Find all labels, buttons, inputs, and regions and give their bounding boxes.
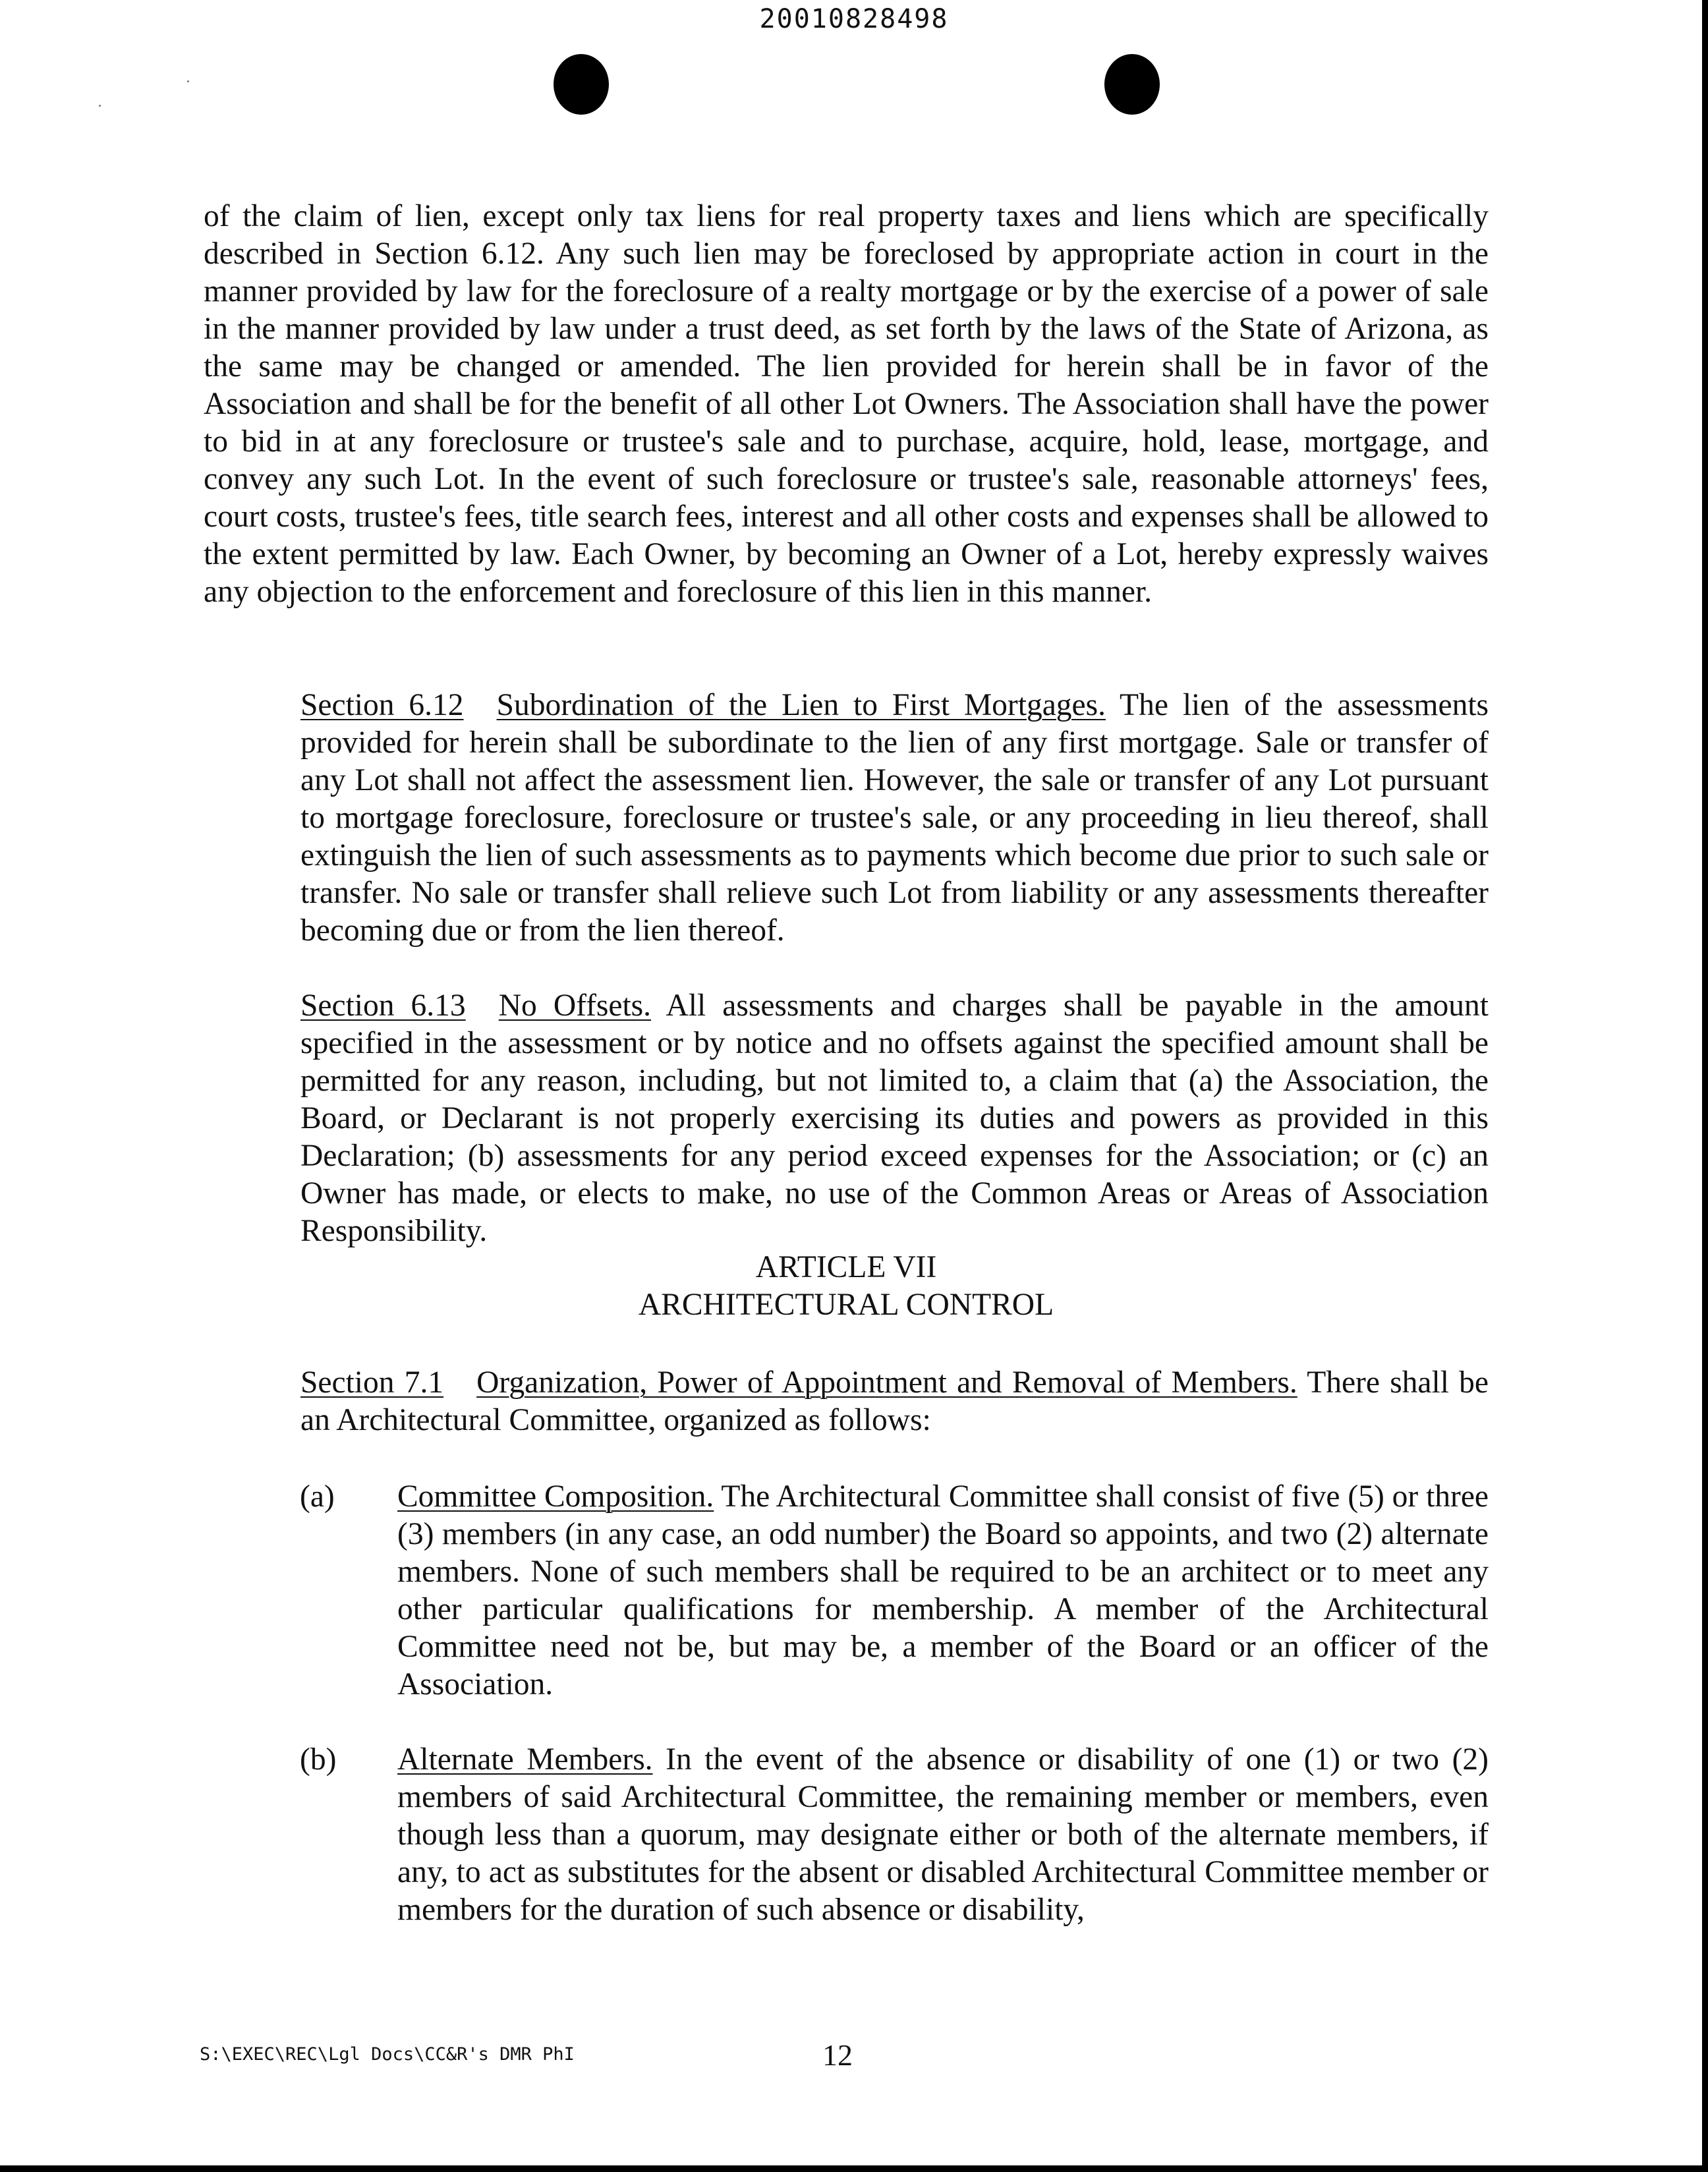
footer-file-path: S:\EXEC\REC\Lgl Docs\CC&R's DMR PhI (200, 2044, 575, 2065)
section-body: The lien of the assessments provided for herein shall be subordinate to the lien of any first mortgage. Sale or transfer of any Lot shall not affect the assessment lien. However, the sale or transfer of any Lot pursuant to mortgage foreclosure, foreclosure or trustee's sale, or any proceeding in lieu thereof, shall extinguish the lien of such assessments as to payments which become due prior to such sale or transfer. No sale or transfer shall relieve such Lot from liability or any assessments thereafter becoming due or from the lien thereof. (300, 688, 1489, 948)
lien-paragraph: of the claim of lien, except only tax liens for real property taxes and liens which are specifically described in Section 6.12. Any such lien may be foreclosed by appropriate action in court in the manner provided by law for the foreclosure of a realty mortgage or by the exercise of a power of sale in the manner provided by law under a trust deed, as set forth by the laws of the State of Arizona, as the same may be changed or amended. The lien provided for herein shall be in favor of the Association and shall be for the benefit of all other Lot Owners. The Association shall have the power to bid in at any foreclosure or trustee's sale and to purchase, acquire, hold, lease, mortgage, and convey any such Lot. In the event of such foreclosure or trustee's sale, reasonable attorneys' fees, court costs, trustee's fees, title search fees, interest and all other costs and expenses shall be allowed to the extent permitted by law. Each Owner, by becoming an Owner of a Lot, hereby expressly waives any objection to the enforcement and foreclosure of this lien in this manner. (204, 199, 1489, 609)
item-heading: Alternate Members. (397, 1742, 653, 1777)
section-number: Section 6.13 (300, 988, 466, 1023)
section-body: All assessments and charges shall be payable in the amount specified in the assessment or by notice and no offsets against the specified amount shall be permitted for any reason, including, but not limited to, a claim that (a) the Association, the Board, or Declarant is not properly exercising its duties and powers as provided in this Declaration; (b) assessments for any period exceed expenses for the Association; or (c) an Owner has made, or elects to make, no use of the Common Areas or Areas of Association Responsibility. (300, 988, 1489, 1248)
alternate-members (397, 1741, 1489, 1929)
section-body: There shall be an Architectural Committee, organized as follows: (300, 1365, 1489, 1437)
article-number: ARTICLE VII (755, 1250, 937, 1284)
item-body: The Architectural Committee shall consist of five (5) or three (3) members (in any case, an odd number) the Board so appoints, and two (2) alternate members. None of such members shall be required to be an architect or to meet any other particular qualifications for membership. A member of the Architectural Committee need not be, but may be, a member of the Board or an officer of the Association. (397, 1479, 1489, 1701)
item-body: In the event of the absence or disability of one (1) or two (2) members of said Architectural Committee, the remaining member or members, even though less than a quorum, may designate either or both of the alternate members, if any, to act as substitutes for the absent or disabled Architectural Committee member or members for the duration of such absence or disability, (397, 1742, 1489, 1927)
list-label-a: (a) (300, 1479, 335, 1514)
page-number: 12 (822, 2038, 853, 2072)
list-label-b: (b) (300, 1742, 337, 1777)
article-title: ARCHITECTURAL CONTROL (638, 1288, 1054, 1322)
section-heading: Subordination of the Lien to First Mortgages. (496, 688, 1106, 722)
scan-border-right (1702, 0, 1708, 2172)
recording-number: 20010828498 (759, 4, 949, 34)
section-number: Section 7.1 (300, 1365, 444, 1400)
scan-speck (187, 80, 189, 82)
punch-hole-left (554, 54, 609, 115)
section-6-13 (204, 987, 1489, 1250)
item-heading: Committee Composition. (397, 1479, 714, 1514)
scan-speck (99, 105, 101, 107)
section-number: Section 6.12 (300, 688, 464, 722)
section-7-1 (204, 1364, 1489, 1439)
section-heading: Organization, Power of Appointment and Removal of Members. (476, 1365, 1297, 1400)
punch-hole-right (1104, 54, 1160, 115)
scan-border-bottom (0, 2165, 1708, 2172)
committee-composition (397, 1478, 1489, 1703)
section-heading: No Offsets. (498, 988, 652, 1023)
section-6-12 (204, 687, 1489, 950)
